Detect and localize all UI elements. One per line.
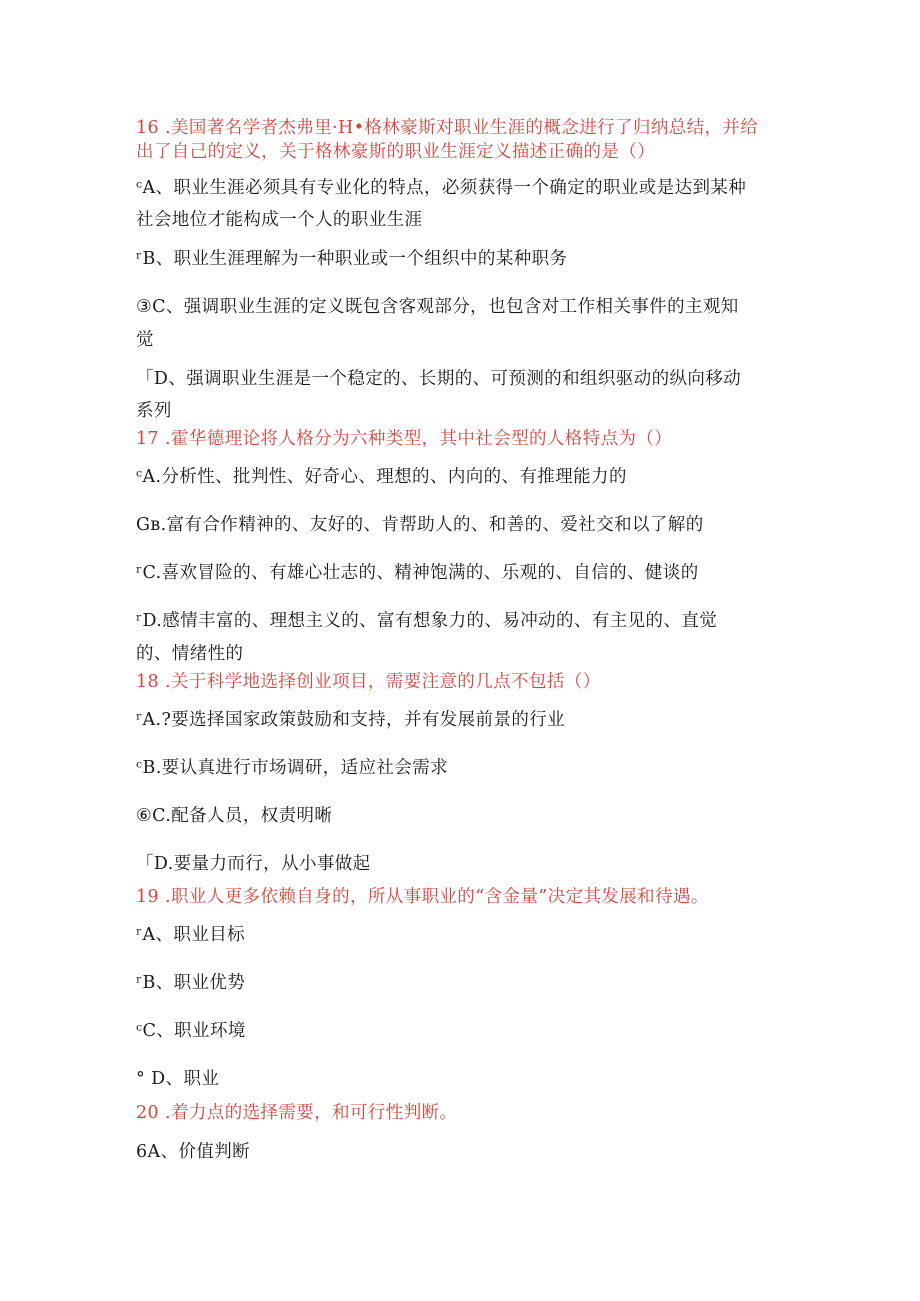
option-17-a[interactable]: ᶜA.分析性、批判性、好奇心、理想的、内向的、有推理能力的 xyxy=(136,467,627,487)
option-17-c[interactable]: ʳC.喜欢冒险的、有雄心壮志的、精神饱满的、乐观的、自信的、健谈的 xyxy=(136,563,699,583)
option-18-d[interactable]: 「D.要量力而行，从小事做起 xyxy=(136,854,371,874)
question-16-line-1: 16 .美国著名学者杰弗里·H•格林豪斯对职业生涯的概念进行了归纳总结，并给 xyxy=(136,118,759,138)
option-16-c-line-1[interactable]: ③C、强调职业生涯的定义既包含客观部分，也包含对工作相关事件的主观知 xyxy=(136,297,739,317)
option-17-d-line-1[interactable]: ʳD.感情丰富的、理想主义的、富有想象力的、易冲动的、有主见的、直觉 xyxy=(136,611,718,631)
option-18-a[interactable]: ʳA.?要选择国家政策鼓励和支持，并有发展前景的行业 xyxy=(136,710,566,730)
option-16-c-line-2: 觉 xyxy=(136,330,154,350)
option-16-d-line-2: 系列 xyxy=(136,401,172,421)
option-17-b[interactable]: Gв.富有合作精神的、友好的、肯帮助人的、和善的、爱社交和以了解的 xyxy=(136,515,704,535)
option-17-d-line-2: 的、情绪性的 xyxy=(136,644,244,664)
option-18-b[interactable]: ᶜB.要认真进行市场调研，适应社会需求 xyxy=(136,758,449,778)
question-16-line-2: 出了自己的定义，关于格林豪斯的职业生涯定义描述正确的是（） xyxy=(136,142,656,162)
option-19-c[interactable]: ᶜC、职业环境 xyxy=(136,1021,246,1041)
option-19-b[interactable]: ʳB、职业优势 xyxy=(136,973,246,993)
question-18: 18 .关于科学地选择创业项目，需要注意的几点不包括（） xyxy=(136,672,601,692)
option-16-b[interactable]: ʳB、职业生涯理解为一种职业或一个组织中的某种职务 xyxy=(136,249,568,269)
option-16-d-line-1[interactable]: 「D、强调职业生涯是一个稳定的、长期的、可预测的和组织驱动的纵向移动 xyxy=(136,369,742,389)
question-17: 17 .霍华德理论将人格分为六种类型，其中社会型的人格特点为（） xyxy=(136,429,673,449)
option-16-a-line-1[interactable]: ᶜA、职业生涯必须具有专业化的特点，必须获得一个确定的职业或是达到某种 xyxy=(136,178,747,198)
question-19: 19 .职业人更多依赖自身的，所从事职业的“含金量”决定其发展和待遇。 xyxy=(136,887,709,907)
option-18-c[interactable]: ⑥C.配备人员，权责明晰 xyxy=(136,806,333,826)
option-20-a[interactable]: 6A、价值判断 xyxy=(136,1142,251,1162)
question-20: 20 .着力点的选择需要，和可行性判断。 xyxy=(136,1103,458,1123)
option-16-a-line-2: 社会地位才能构成一个人的职业生涯 xyxy=(136,210,423,230)
option-19-d[interactable]: ° D、职业 xyxy=(136,1069,220,1089)
option-19-a[interactable]: ʳA、职业目标 xyxy=(136,925,246,945)
